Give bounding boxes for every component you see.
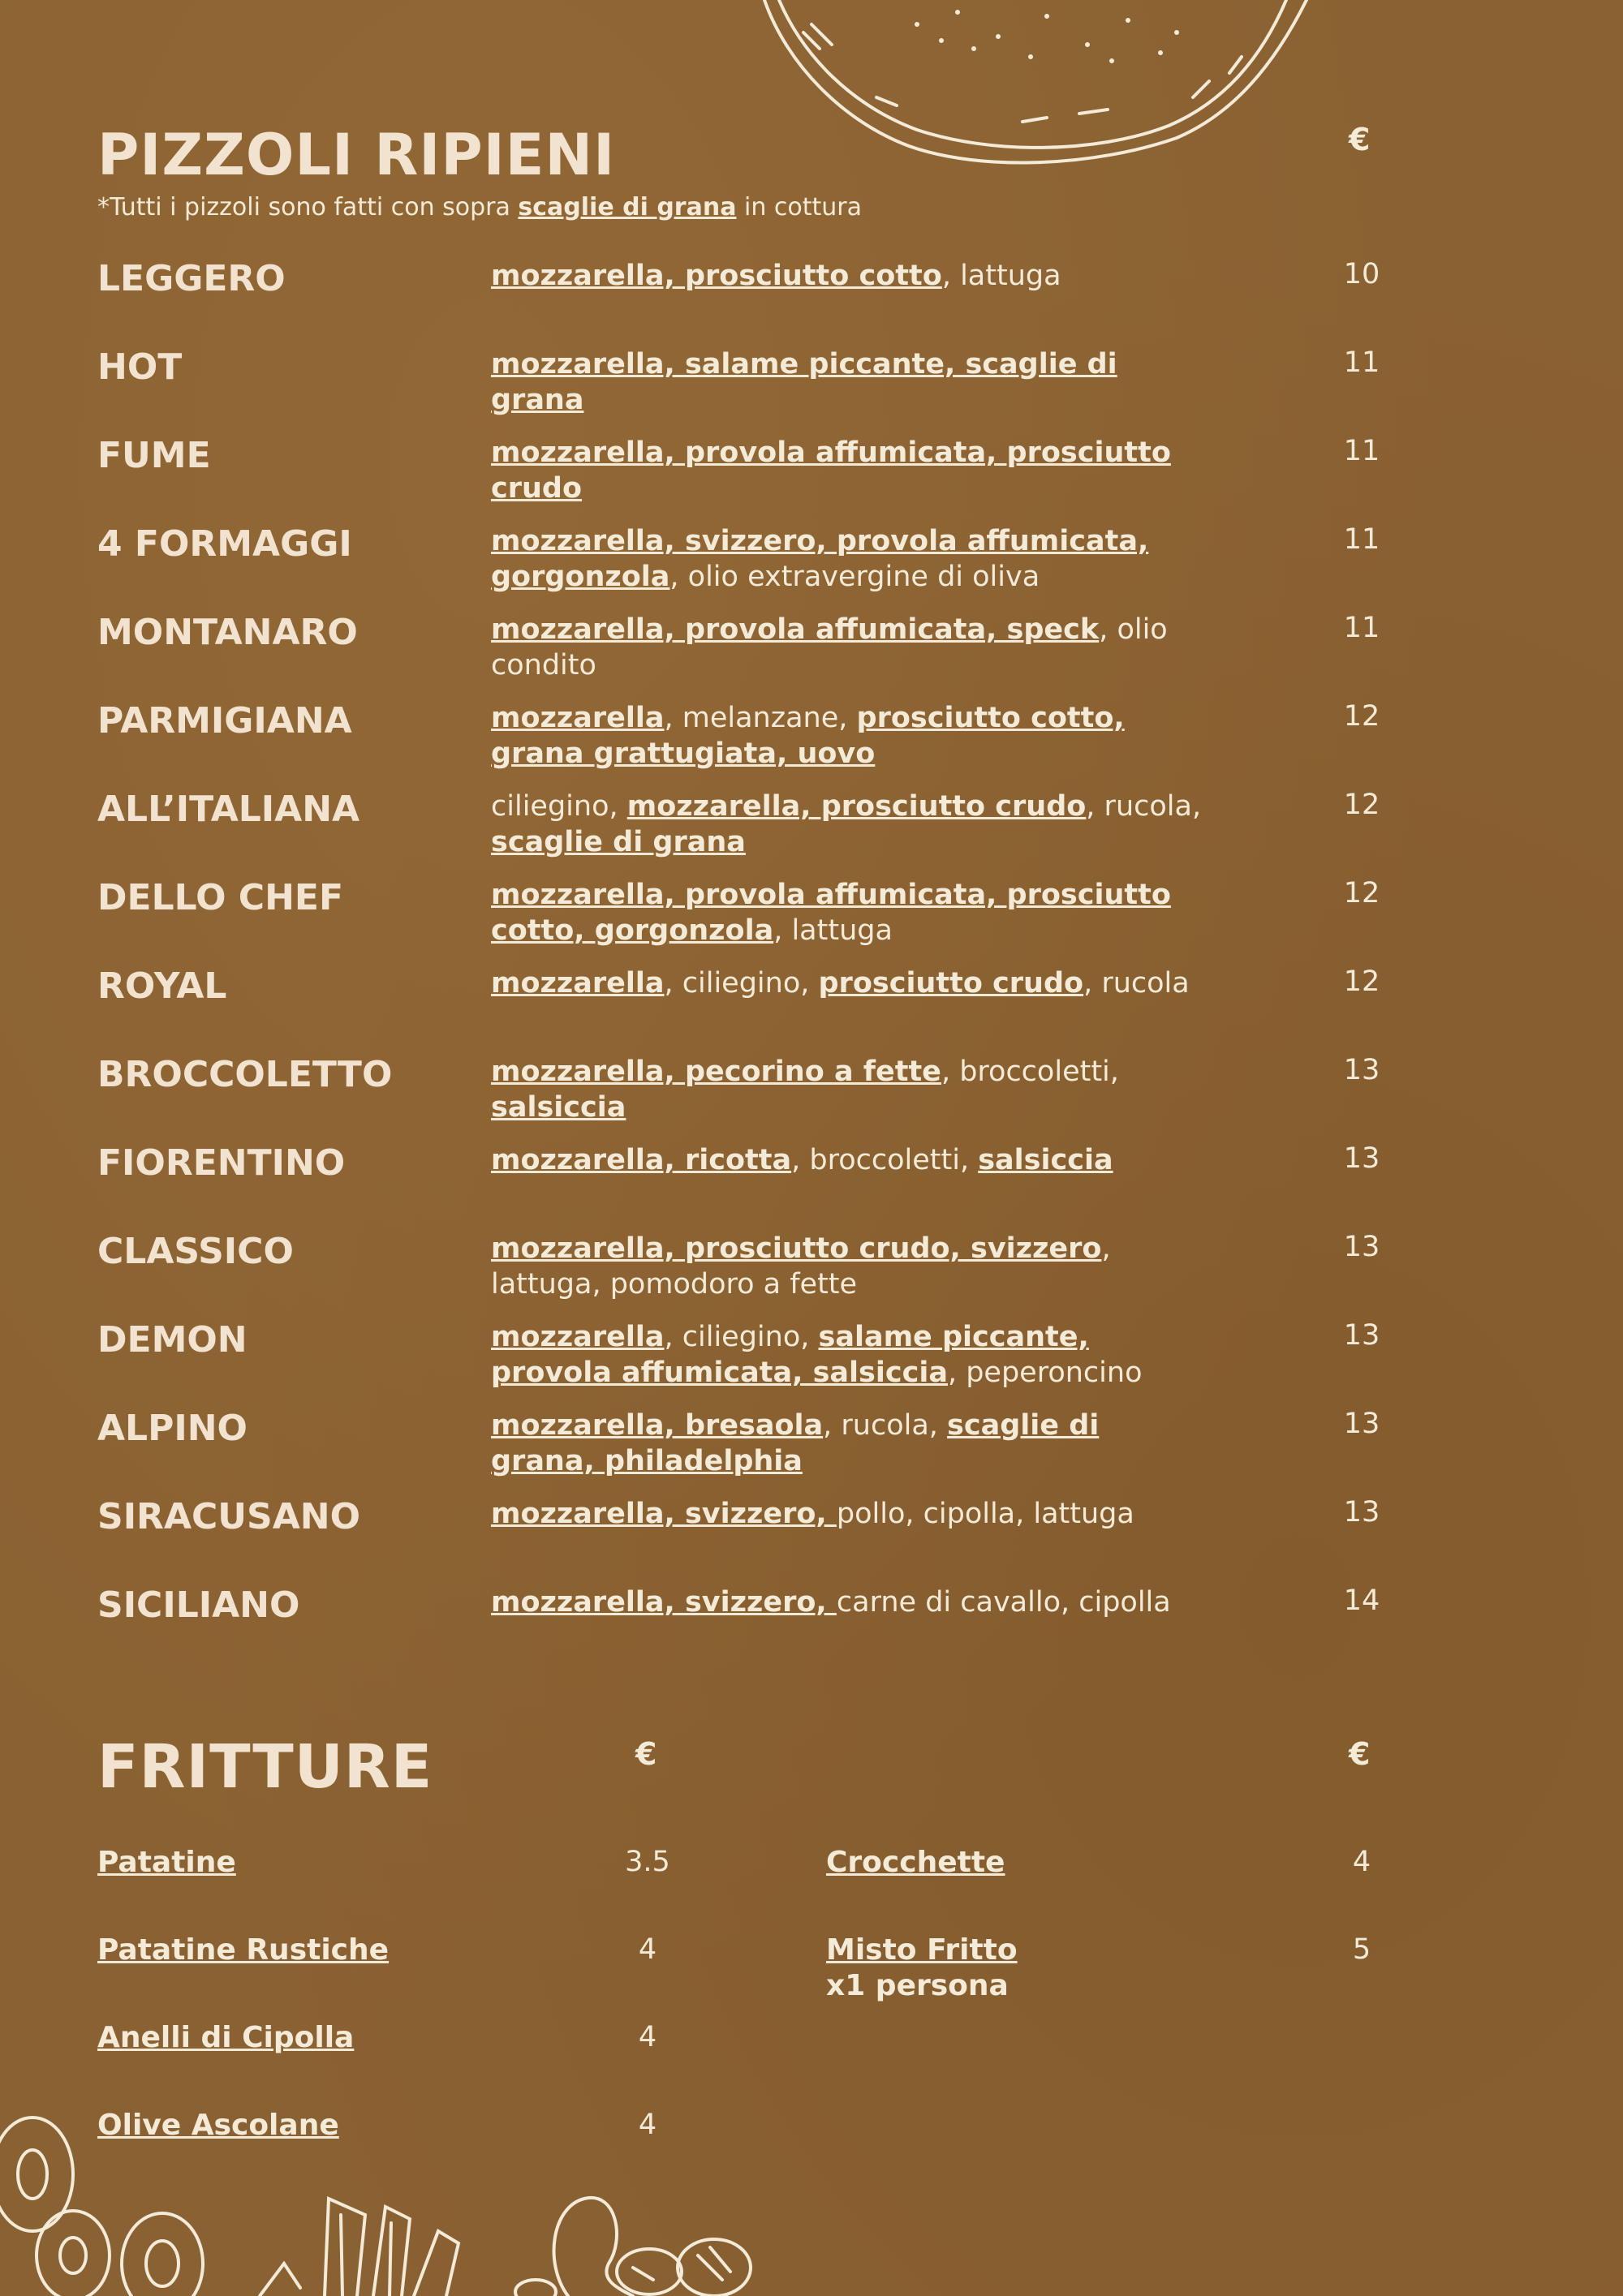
item-name: BROCCOLETTO: [97, 1054, 393, 1095]
section-note: [97, 193, 862, 221]
item-price: 13: [1343, 1142, 1380, 1175]
ingredient-highlight: mozzarella, ricotta: [491, 1144, 792, 1176]
fry-item-price: 4: [638, 1933, 657, 1966]
item-name: SIRACUSANO: [97, 1496, 360, 1537]
fry-item-name: Olive Ascolane: [97, 2109, 339, 2142]
ingredient-highlight: prosciutto crudo: [818, 967, 1084, 1000]
item-description: [491, 523, 1205, 595]
ingredient-text: , rucola,: [1086, 790, 1202, 823]
currency-header-pizzoli: €: [1349, 122, 1371, 157]
ingredient-highlight: scaglie di grana: [491, 826, 746, 858]
item-description: [491, 1142, 1205, 1178]
item-name: ALL’ITALIANA: [97, 789, 360, 830]
item-price: 10: [1343, 258, 1380, 290]
item-price: 14: [1343, 1584, 1380, 1617]
pizza-illustration: [755, 0, 1323, 174]
item-name: LEGGERO: [97, 258, 286, 299]
ingredient-text: , peperoncino: [947, 1357, 1143, 1389]
item-description: [491, 877, 1205, 948]
ingredient-text: , olio condito: [491, 613, 1168, 681]
item-description: [491, 258, 1205, 294]
note-text: *Tutti i pizzoli sono fatti con sopra: [97, 193, 519, 221]
item-name: SICILIANO: [97, 1584, 300, 1626]
ingredient-text: , broccoletti,: [941, 1056, 1119, 1088]
ingredient-text: , lattuga: [941, 260, 1061, 292]
ingredient-highlight: mozzarella: [491, 1321, 665, 1353]
item-name: FUME: [97, 435, 211, 476]
item-description: [491, 1496, 1205, 1532]
ingredient-text: carne di cavallo, cipolla: [836, 1586, 1171, 1619]
ingredient-highlight: mozzarella, prosciutto crudo, svizzero: [491, 1232, 1102, 1265]
item-name: DELLO CHEF: [97, 877, 344, 918]
ingredient-highlight: mozzarella: [491, 967, 665, 1000]
onion-rings-illustration: [0, 2109, 211, 2296]
item-description: [491, 1319, 1205, 1391]
item-name: ALPINO: [97, 1408, 248, 1449]
ingredient-highlight: mozzarella, svizzero,: [491, 1586, 837, 1619]
fry-item-price: 3.5: [625, 1846, 670, 1878]
ingredient-text: , melanzane,: [664, 702, 857, 734]
fry-item-price: 4: [638, 2109, 657, 2141]
ingredient-highlight: mozzarella, provola affumicata, speck: [491, 613, 1100, 646]
ingredient-text: , rucola,: [823, 1409, 948, 1442]
item-price: 12: [1343, 877, 1380, 909]
ingredient-text: , lattuga: [773, 914, 893, 947]
item-description: [491, 1054, 1205, 1125]
ingredient-highlight: salame piccante, provola affumicata, salsiccia: [491, 1321, 1089, 1389]
ingredient-highlight: mozzarella, prosciutto crudo: [626, 790, 1087, 823]
fry-item-price: 5: [1352, 1933, 1371, 1966]
item-price: 11: [1343, 435, 1380, 467]
ingredient-highlight: mozzarella, salame piccante, scaglie di grana: [491, 348, 1117, 416]
ingredient-highlight: salsiccia: [491, 1091, 626, 1124]
ingredient-highlight: mozzarella, prosciutto cotto: [491, 260, 942, 292]
fry-item-name: Patatine Rustiche: [97, 1933, 390, 1967]
ingredient-highlight: prosciutto cotto, grana grattugiata, uovo: [491, 702, 1125, 770]
ingredient-text: , lattuga, pomodoro a fette: [491, 1232, 1111, 1301]
ingredient-highlight: mozzarella, pecorino a fette: [491, 1056, 941, 1088]
item-name: PARMIGIANA: [97, 700, 352, 742]
ingredient-highlight: scaglie di grana, philadelphia: [491, 1409, 1100, 1477]
fry-item-price: 4: [1352, 1846, 1371, 1878]
item-price: 11: [1343, 612, 1380, 644]
ingredient-text: , broccoletti,: [791, 1144, 979, 1176]
item-description: [491, 435, 1205, 506]
item-description: [491, 1231, 1205, 1302]
ingredient-highlight: mozzarella, svizzero, provola affumicata, gorgonzola: [491, 525, 1149, 593]
item-price: 13: [1343, 1054, 1380, 1086]
ingredient-text: pollo, cipolla, lattuga: [836, 1498, 1134, 1530]
item-name: DEMON: [97, 1319, 248, 1361]
olives-illustration: [511, 2191, 779, 2296]
ingredient-text: , ciliegino,: [664, 967, 819, 1000]
fry-item-note: x1 persona: [826, 1969, 1009, 2002]
fries-illustration: [252, 2182, 471, 2296]
item-price: 11: [1343, 346, 1380, 379]
item-price: 13: [1343, 1319, 1380, 1352]
fry-item-name: Misto Fritto: [826, 1933, 1018, 1967]
item-description: [491, 700, 1205, 772]
currency-header-fritture-right: €: [1349, 1736, 1371, 1772]
item-price: 13: [1343, 1496, 1380, 1529]
fry-item-name: Patatine: [97, 1846, 236, 1879]
item-description: [491, 965, 1205, 1001]
item-name: FIORENTINO: [97, 1142, 346, 1184]
ingredient-highlight: mozzarella, provola affumicata, prosciutto cotto, gorgonzola: [491, 879, 1171, 947]
item-price: 12: [1343, 700, 1380, 733]
section-title-pizzoli: PIZZOLI RIPIENI: [97, 122, 616, 188]
item-price: 13: [1343, 1408, 1380, 1440]
item-name: 4 FORMAGGI: [97, 523, 352, 565]
ingredient-text: ciliegino,: [491, 790, 627, 823]
item-description: [491, 1584, 1205, 1620]
ingredient-text: , olio extravergine di oliva: [669, 561, 1040, 593]
ingredient-highlight: mozzarella, provola affumicata, prosciutto crudo: [491, 436, 1171, 505]
item-price: 12: [1343, 789, 1380, 821]
note-text: in cottura: [736, 193, 862, 221]
ingredient-highlight: mozzarella, bresaola: [491, 1409, 824, 1442]
section-title-fritture: FRITTURE: [97, 1732, 433, 1802]
item-description: [491, 789, 1205, 860]
item-name: ROYAL: [97, 965, 227, 1007]
ingredient-text: , rucola: [1083, 967, 1190, 1000]
fry-item-name: Anelli di Cipolla: [97, 2021, 355, 2054]
ingredient-highlight: mozzarella: [491, 702, 665, 734]
item-description: [491, 612, 1205, 683]
note-keyword: scaglie di grana: [518, 193, 737, 221]
item-name: CLASSICO: [97, 1231, 294, 1272]
item-price: 11: [1343, 523, 1380, 556]
item-price: 13: [1343, 1231, 1380, 1263]
item-price: 12: [1343, 965, 1380, 998]
fry-item-name: Crocchette: [826, 1846, 1005, 1879]
item-name: HOT: [97, 346, 183, 388]
currency-header-fritture-left: €: [635, 1736, 657, 1772]
ingredient-text: , ciliegino,: [664, 1321, 819, 1353]
item-description: [491, 346, 1205, 418]
ingredient-highlight: salsiccia: [978, 1144, 1113, 1176]
item-name: MONTANARO: [97, 612, 358, 653]
ingredient-highlight: mozzarella, svizzero,: [491, 1498, 837, 1530]
fry-item-price: 4: [638, 2021, 657, 2053]
item-description: [491, 1408, 1205, 1479]
